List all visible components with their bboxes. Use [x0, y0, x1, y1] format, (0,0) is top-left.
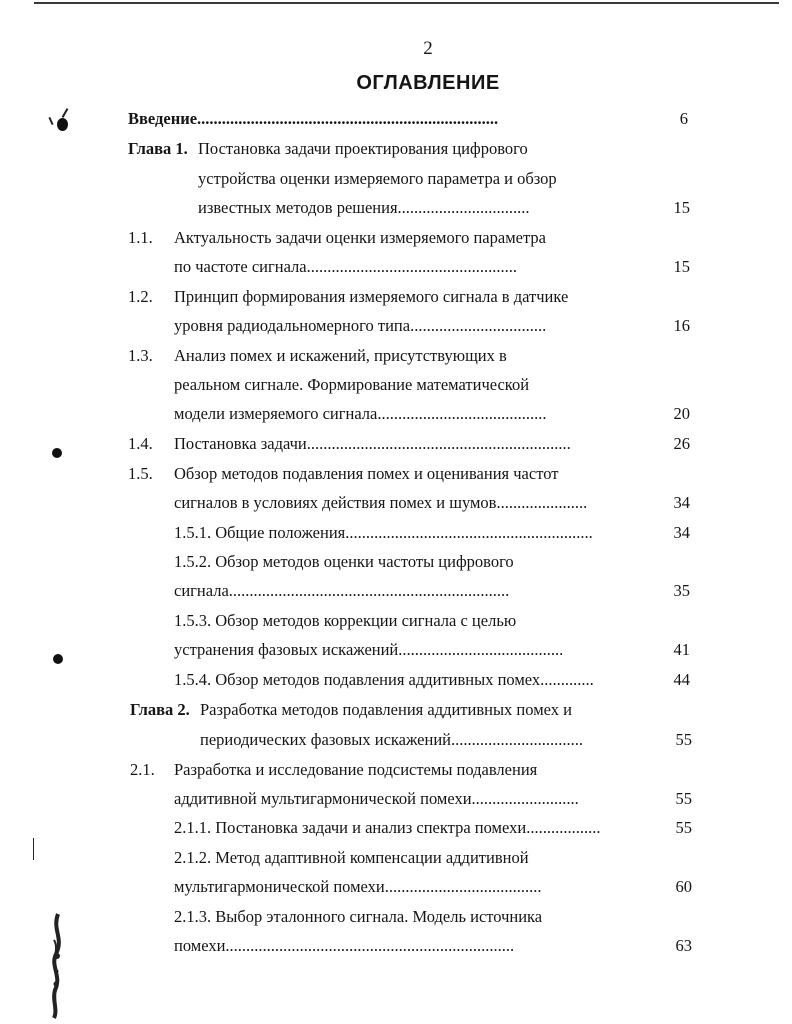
- toc-entry-subsection-1-5-2[interactable]: 1.5.2. Обзор методов оценки частоты цифрового: [174, 552, 514, 571]
- binding-hole-mark: [52, 448, 62, 458]
- toc-entry-continuation: модели измеряемого сигнала.........................................: [174, 404, 547, 423]
- binding-edge-artifact: [44, 910, 74, 1020]
- toc-page-number: 16: [673, 316, 690, 335]
- toc-entry-section-1-3[interactable]: Анализ помех и искажений, присутствующих в: [174, 346, 507, 365]
- toc-entry-continuation: устройства оценки измеряемого параметра и обзор: [198, 169, 557, 188]
- toc-page-number: 55: [675, 789, 692, 808]
- scan-artifact-mark: [62, 108, 69, 118]
- toc-page-number: 34: [673, 523, 690, 542]
- toc-entry-subsection-1-5-3[interactable]: 1.5.3. Обзор методов коррекции сигнала с целью: [174, 611, 517, 630]
- toc-entry-continuation: сигнала....................................................................: [174, 581, 510, 600]
- toc-chapter-label: Глава 2.: [130, 700, 190, 719]
- toc-entry-continuation: по частоте сигнала...................................................: [174, 257, 517, 276]
- toc-entry-continuation: сигналов в условиях действия помех и шумов......................: [174, 493, 588, 512]
- toc-page-number: 20: [673, 404, 690, 423]
- toc-page-number: 41: [673, 640, 690, 659]
- toc-section-number: 1.5.: [128, 464, 153, 483]
- toc-page-number: 15: [673, 198, 690, 217]
- toc-entry-subsection-1-5-1[interactable]: 1.5.1. Общие положения............................................................: [174, 523, 593, 542]
- scan-artifact-mark: [33, 838, 34, 860]
- toc-page-number: 6: [679, 109, 688, 128]
- toc-page-number: 55: [675, 818, 692, 837]
- toc-entry-continuation: известных методов решения................................: [198, 198, 530, 217]
- toc-page-number: 26: [673, 434, 690, 453]
- toc-entry-continuation: уровня радиодальномерного типа.................................: [174, 316, 547, 335]
- toc-section-number: 1.3.: [128, 346, 153, 365]
- toc-entry-chapter-1[interactable]: Постановка задачи проектирования цифрового: [198, 139, 528, 158]
- toc-section-number: 1.4.: [128, 434, 153, 453]
- top-rule: [34, 2, 779, 4]
- toc-entry-subsection-2-1-2[interactable]: 2.1.2. Метод адаптивной компенсации аддитивной: [174, 848, 529, 867]
- toc-entry-section-1-5[interactable]: Обзор методов подавления помех и оценивания частот: [174, 464, 559, 483]
- toc-section-number: 2.1.: [130, 760, 155, 779]
- toc-entry-section-1-4[interactable]: Постановка задачи................................................................: [174, 434, 571, 453]
- page-title: ОГЛАВЛЕНИЕ: [356, 72, 500, 94]
- toc-page-number: 15: [673, 257, 690, 276]
- toc-page-number: 44: [673, 670, 690, 689]
- toc-page-number: 63: [675, 936, 692, 955]
- toc-page-number: 55: [675, 730, 692, 749]
- toc-entry-subsection-2-1-3[interactable]: 2.1.3. Выбор эталонного сигнала. Модель источника: [174, 907, 543, 926]
- toc-page-number: 34: [673, 493, 690, 512]
- toc-entry-continuation: помехи......................................................................: [174, 936, 515, 955]
- binding-hole-mark: [57, 118, 68, 131]
- toc-section-number: 1.1.: [128, 228, 153, 247]
- toc-entry-chapter-2[interactable]: Разработка методов подавления аддитивных помех и: [200, 700, 572, 719]
- toc-entry-continuation: реальном сигнале. Формирование математической: [174, 375, 530, 394]
- toc-page-number: 35: [673, 581, 690, 600]
- toc-entry-continuation: устранения фазовых искажений........................................: [174, 640, 564, 659]
- toc-entry-subsection-2-1-1[interactable]: 2.1.1. Постановка задачи и анализ спектра помехи..................: [174, 818, 601, 837]
- toc-entry-section-1-1[interactable]: Актуальность задачи оценки измеряемого параметра: [174, 228, 546, 247]
- toc-chapter-label: Глава 1.: [128, 139, 188, 158]
- toc-entry-continuation: мультигармонической помехи......................................: [174, 877, 542, 896]
- scan-artifact-mark: [48, 117, 53, 125]
- toc-entry-section-2-1[interactable]: Разработка и исследование подсистемы подавления: [174, 760, 538, 779]
- page-number: 2: [423, 38, 433, 59]
- binding-hole-mark: [53, 654, 63, 664]
- toc-entry-continuation: периодических фазовых искажений................................: [200, 730, 583, 749]
- toc-page-number: 60: [675, 877, 692, 896]
- toc-entry-subsection-1-5-4[interactable]: 1.5.4. Обзор методов подавления аддитивных помех.............: [174, 670, 594, 689]
- toc-entry-continuation: аддитивной мультигармонической помехи..........................: [174, 789, 579, 808]
- toc-entry-introduction[interactable]: Введение.........................................................................: [128, 109, 499, 128]
- toc-section-number: 1.2.: [128, 287, 153, 306]
- toc-entry-section-1-2[interactable]: Принцип формирования измеряемого сигнала в датчике: [174, 287, 569, 306]
